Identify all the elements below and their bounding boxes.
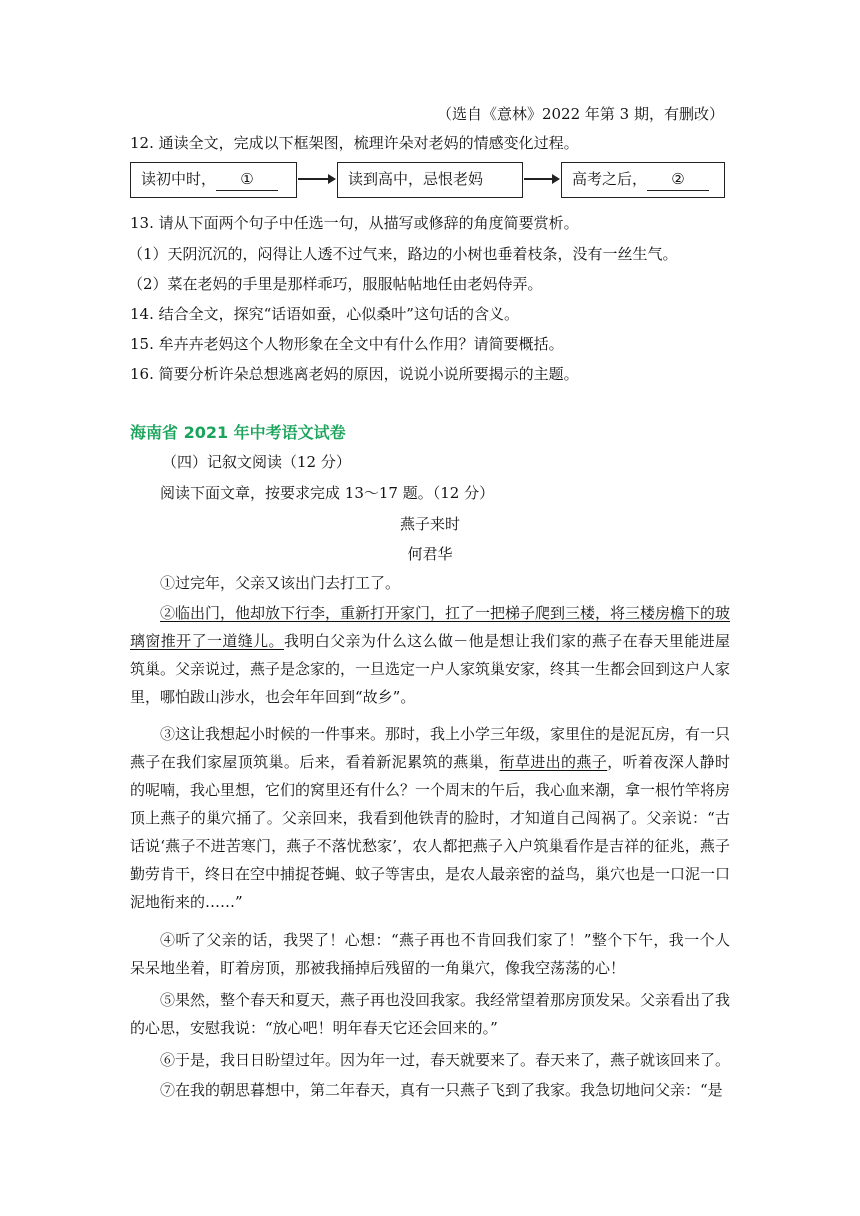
paragraph-1: ①过完年，父亲又该出门去打工了。 bbox=[160, 574, 401, 592]
instruction: 阅读下面文章，按要求完成 13～17 题。（12 分） bbox=[160, 484, 495, 502]
paragraph-4: ④听了父亲的话，我哭了！心想：“燕子再也不肯回我们家了！”整个下午，我一个人呆呆地坐着，盯着房顶，那被我捅掉后残留的一角巢穴，像我空荡荡的心！ bbox=[130, 931, 730, 977]
article-author: 何君华 bbox=[407, 545, 453, 563]
arrow-2 bbox=[524, 178, 558, 180]
paragraph-2-text: 我明白父亲为什么这么做－他是想让我们家的燕子在春天里能进屋筑巢。父亲说过，燕子是念家的，一旦选定一户人家筑巢安家，终其一生都会回到这户人家里，哪怕跋山涉水，也会年年回到“故乡”。 bbox=[130, 632, 731, 706]
article-title: 燕子来时 bbox=[399, 515, 460, 533]
flow-box-3-label: 高考之后， bbox=[572, 170, 648, 188]
paragraph-3-text-a: ③这让我想起小时候的一件事来。那时，我上小学三年级，家里住的是泥瓦房，有一只燕子在我们家屋顶筑巢。后来，看着新泥累筑的燕巢， bbox=[130, 725, 731, 771]
question-14: 14. 结合全文，探究“话语如蚕，心似桑叶”这句话的含义。 bbox=[130, 305, 519, 323]
paragraph-5: ⑤果然，整个春天和夏天，燕子再也没回我家。我经常望着那房顶发呆。父亲看出了我的心思，安慰我说：“放心吧！明年春天它还会回来的。” bbox=[130, 991, 731, 1037]
question-13-option-1: （1）天阴沉沉的，闷得让人透不过气来，路边的小树也垂着枝条，没有一丝生气。 bbox=[128, 245, 678, 263]
underlined-sentence: ②临出门，他却放下行李，重新打开家门，扛了一把梯子爬到三楼，将三楼房檐下的玻璃窗推开了一道缝儿。 bbox=[130, 604, 731, 650]
paragraph-6: ⑥于是，我日日盼望过年。因为年一过，春天就要来了。春天来了，燕子就该回来了。 bbox=[160, 1051, 731, 1069]
answer-blank-2: ② bbox=[647, 168, 709, 191]
answer-blank-1: ① bbox=[216, 168, 278, 191]
question-15: 15. 牟卉卉老妈这个人物形象在全文中有什么作用？请简要概括。 bbox=[130, 335, 564, 353]
underlined-phrase: 衔草进出的燕子 bbox=[499, 753, 608, 771]
source-note: （选自《意林》2022 年第 3 期，有删改） bbox=[436, 105, 724, 123]
paragraph-2 bbox=[130, 599, 730, 711]
paragraph-3-text-b: ，听着夜深人静时的呢喃，我心里想，它们的窝里还有什么？一个周末的午后，我心血来潮，拿一根竹竿将房顶上燕子的巢穴捅了。父亲回来，我看到他铁青的脸时，才知道自己闯祸了。父亲说：“古话说‘燕子不进苦寒门，燕子不落忧愁家’，农人都把燕子入户筑巢看作是吉祥的征兆，燕子勤劳肯干，终日在空中捕捉苍蝇、蚊子等害虫，是农人最亲密的益鸟，巢穴也是一口泥一口泥地衔来的……” bbox=[130, 753, 731, 911]
flow-box-3 bbox=[561, 162, 725, 198]
question-13-option-2: （2）菜在老妈的手里是那样乖巧，服服帖帖地任由老妈侍弄。 bbox=[128, 275, 543, 293]
question-16: 16. 简要分析许朵总想逃离老妈的原因，说说小说所要揭示的主题。 bbox=[130, 365, 579, 383]
arrow-1 bbox=[298, 178, 334, 180]
paragraph-3 bbox=[130, 720, 730, 916]
section-title: 海南省 2021 年中考语文试卷 bbox=[130, 423, 346, 442]
flow-box-1 bbox=[130, 162, 297, 198]
question-12: 12. 通读全文，完成以下框架图，梳理许朵对老妈的情感变化过程。 bbox=[130, 134, 579, 152]
flow-box-2: 读到高中，忌恨老妈 bbox=[337, 162, 523, 198]
section-subtitle: （四）记叙文阅读（12 分） bbox=[162, 453, 351, 471]
paragraph-7: ⑦在我的朝思暮想中，第二年春天，真有一只燕子飞到了我家。我急切地问父亲：“是 bbox=[160, 1081, 723, 1099]
question-13: 13. 请从下面两个句子中任选一句，从描写或修辞的角度简要赏析。 bbox=[130, 214, 579, 232]
flow-box-1-label: 读初中时， bbox=[141, 170, 217, 188]
